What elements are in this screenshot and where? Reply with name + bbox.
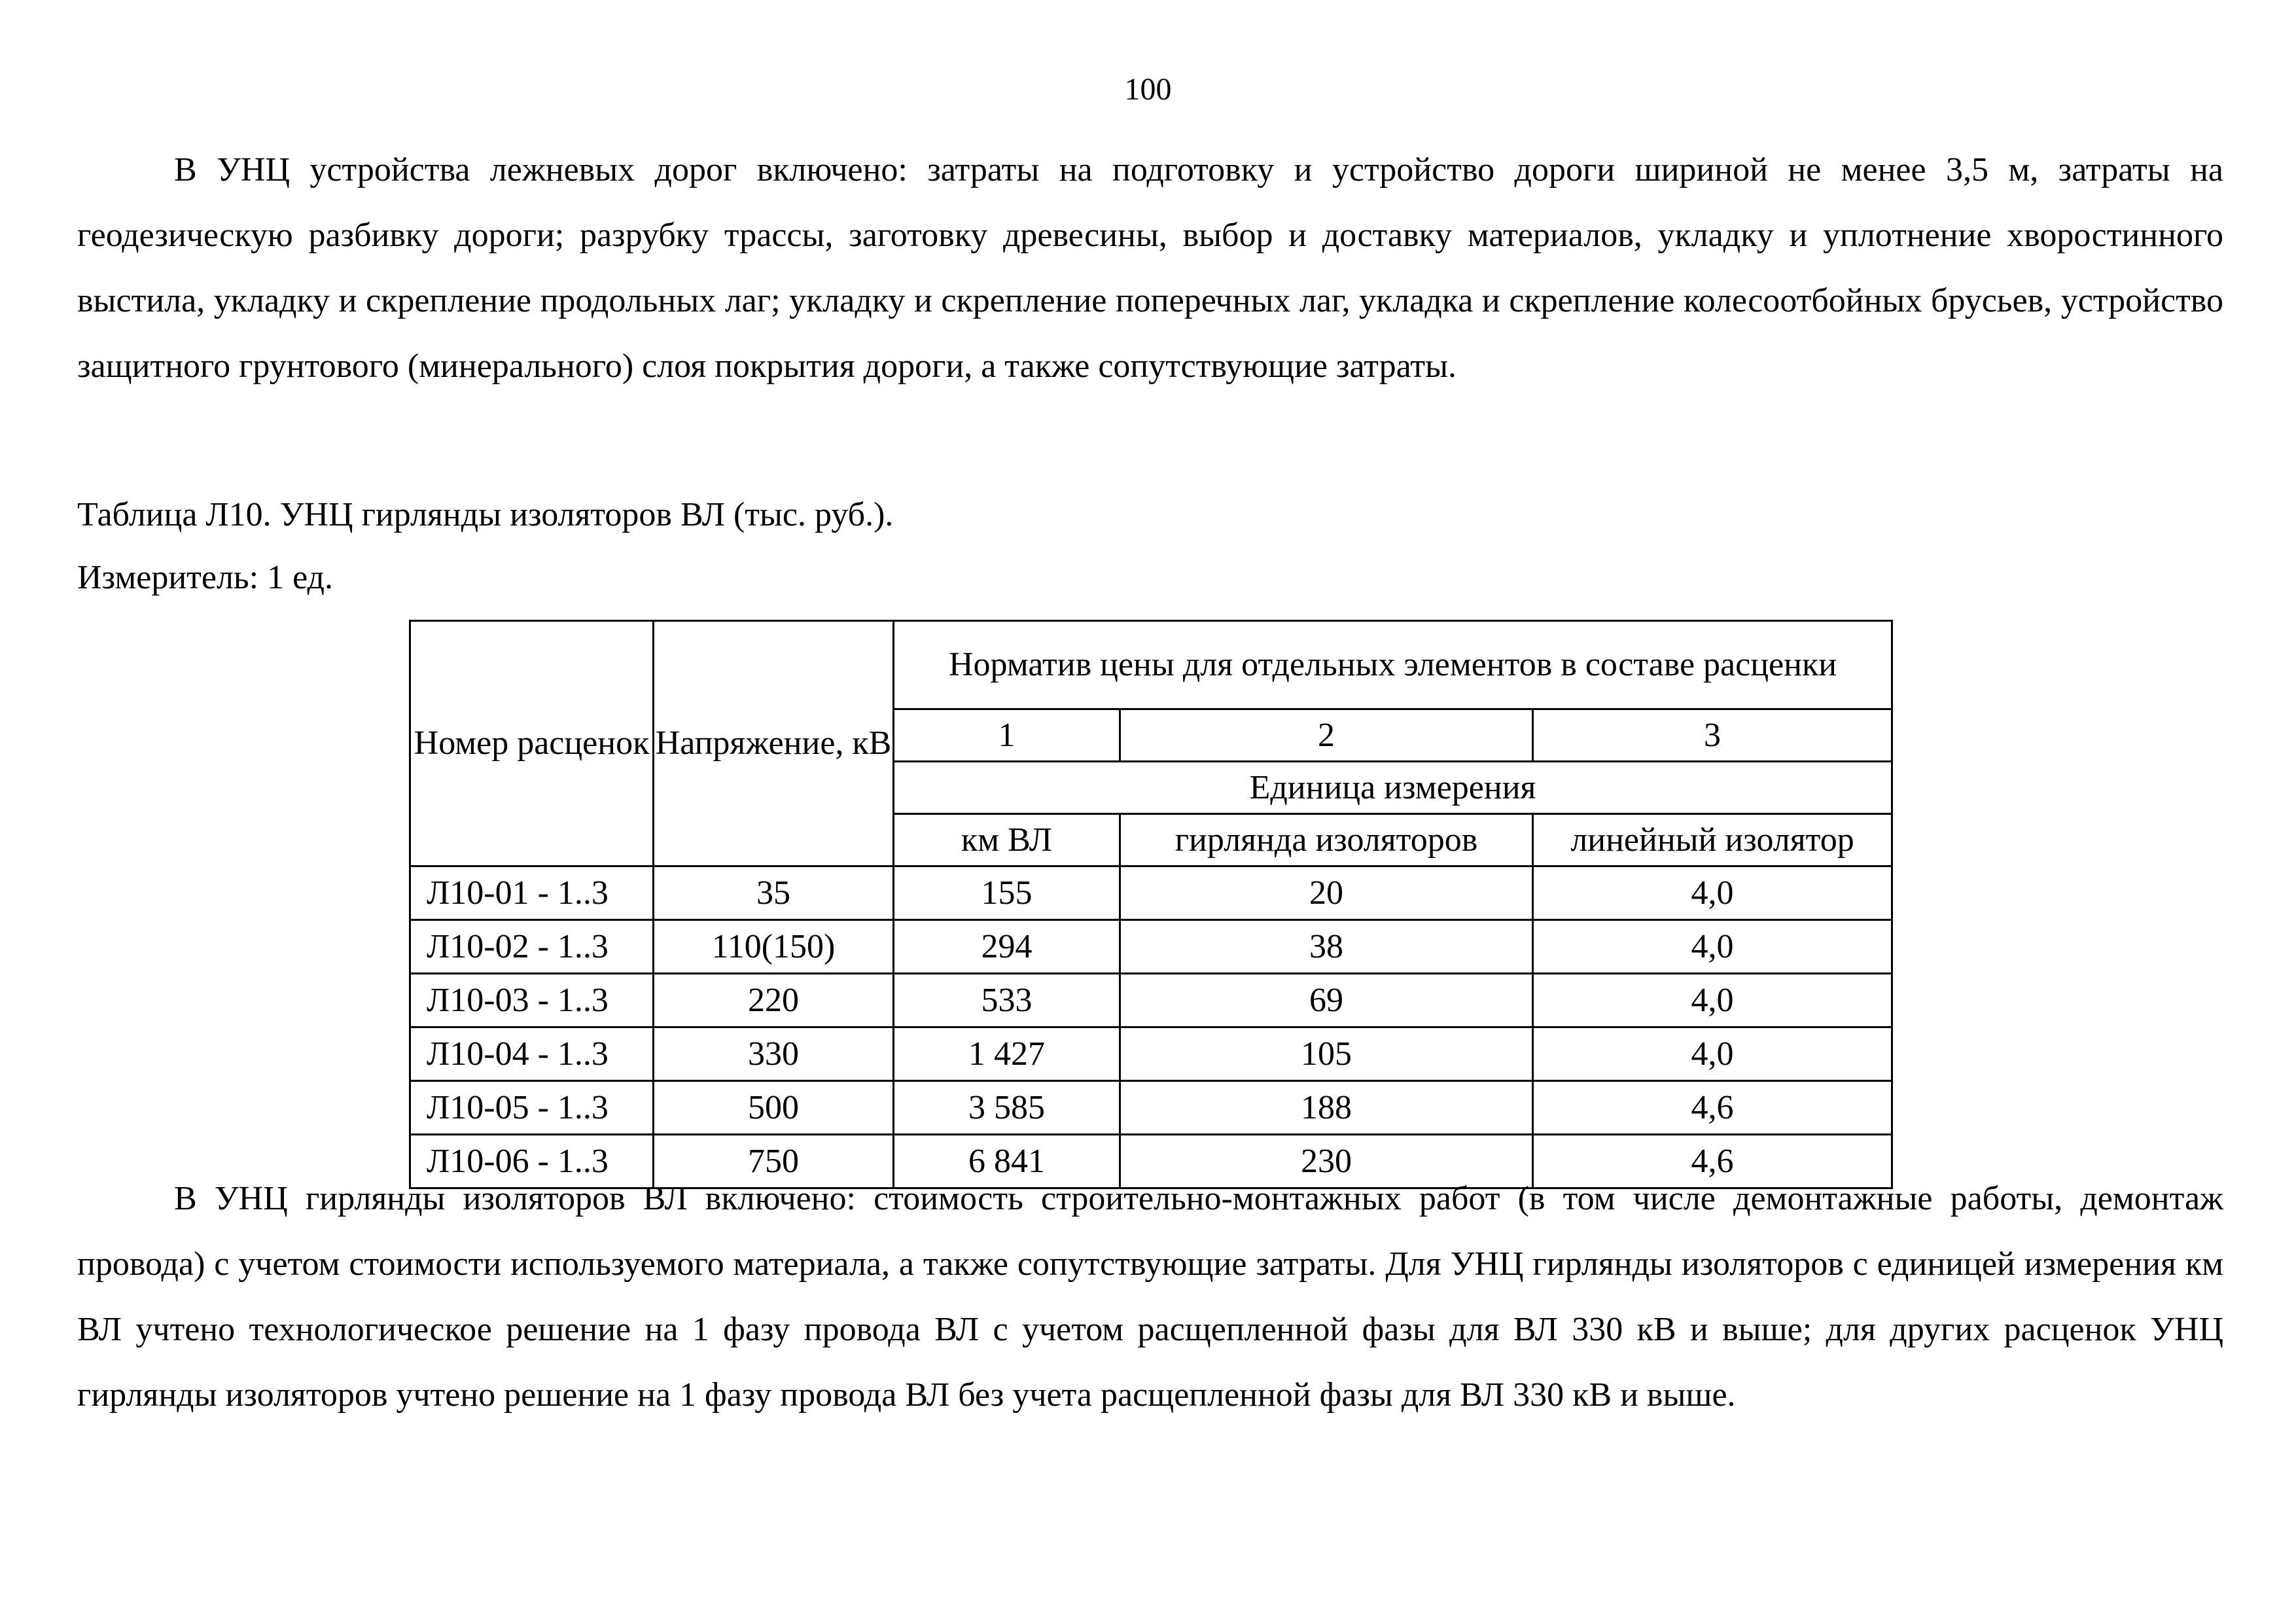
cell-code: Л10-05 - 1..3	[410, 1081, 654, 1135]
table-row	[410, 866, 1892, 920]
paragraph-2-text: В УНЦ гирлянды изоляторов ВЛ включено: стоимость строительно-монтажных работ (в том числе демонтажные работы, демонтаж провода) с учетом стоимости используемого материала, а также сопутствующие затраты. Для УНЦ гирлянды изоляторов с единицей измерения км ВЛ учтено технологическое решение на 1 фазу провода ВЛ с учетом расщепленной фазы для ВЛ 330 кВ и выше; для других расценок УНЦ гирлянды изоляторов учтено решение на 1 фазу провода ВЛ без учета расщепленной фазы для ВЛ 330 кВ и выше.	[77, 1180, 2223, 1414]
table-row	[410, 920, 1892, 974]
paragraph-road-costs	[77, 137, 2223, 399]
cell-voltage: 330	[654, 1027, 894, 1081]
header-code: Номер расценок	[410, 621, 654, 866]
cell-value-2: 20	[1120, 866, 1533, 920]
cell-code: Л10-03 - 1..3	[410, 974, 654, 1027]
cell-value-2: 188	[1120, 1081, 1533, 1135]
paragraph-insulator-costs	[77, 1166, 2223, 1428]
cell-value-1: 155	[894, 866, 1120, 920]
cell-value-3: 4,0	[1533, 866, 1892, 920]
cell-code: Л10-04 - 1..3	[410, 1027, 654, 1081]
header-voltage: Напряжение, кВ	[654, 621, 894, 866]
header-unit-1: км ВЛ	[894, 814, 1120, 866]
cell-value-3: 4,0	[1533, 1027, 1892, 1081]
cell-voltage: 110(150)	[654, 920, 894, 974]
cell-voltage: 220	[654, 974, 894, 1027]
cell-value-1: 3 585	[894, 1081, 1120, 1135]
cell-value-1: 6 841	[894, 1135, 1120, 1188]
header-element-2: 2	[1120, 709, 1533, 762]
cell-value-1: 533	[894, 974, 1120, 1027]
cell-value-2: 230	[1120, 1135, 1533, 1188]
cell-value-1: 1 427	[894, 1027, 1120, 1081]
cell-value-3: 4,6	[1533, 1135, 1892, 1188]
header-element-1: 1	[894, 709, 1120, 762]
price-table	[409, 620, 1893, 1189]
table-row	[410, 1081, 1892, 1135]
header-unit: Единица измерения	[894, 762, 1892, 814]
cell-value-3: 4,0	[1533, 974, 1892, 1027]
cell-code: Л10-01 - 1..3	[410, 866, 654, 920]
cell-value-3: 4,0	[1533, 920, 1892, 974]
header-unit-2: гирлянда изоляторов	[1120, 814, 1533, 866]
header-unit-3: линейный изолятор	[1533, 814, 1892, 866]
cell-voltage: 500	[654, 1081, 894, 1135]
cell-value-3: 4,6	[1533, 1081, 1892, 1135]
cell-code: Л10-02 - 1..3	[410, 920, 654, 974]
measure-unit: Измеритель: 1 ед.	[77, 559, 333, 596]
cell-code: Л10-06 - 1..3	[410, 1135, 654, 1188]
table-row	[410, 1027, 1892, 1081]
cell-value-2: 69	[1120, 974, 1533, 1027]
cell-voltage: 35	[654, 866, 894, 920]
cell-value-1: 294	[894, 920, 1120, 974]
cell-value-2: 105	[1120, 1027, 1533, 1081]
table-row	[410, 974, 1892, 1027]
page-number: 100	[1124, 72, 1172, 107]
paragraph-1-text: В УНЦ устройства лежневых дорог включено: затраты на подготовку и устройство дороги шириной не менее 3,5 м, затраты на геодезическую разбивку дороги; разрубку трассы, заготовку древесины, выбор и доставку материалов, укладку и уплотнение хворостинного выстила, укладку и скрепление продольных лаг; укладку и скрепление поперечных лаг, укладка и скрепление колесоотбойных брусьев, устройство защитного грунтового (минерального) слоя покрытия дороги, а также сопутствующие затраты.	[77, 151, 2223, 385]
cell-value-2: 38	[1120, 920, 1533, 974]
table-caption: Таблица Л10. УНЦ гирлянды изоляторов ВЛ (тыс. руб.).	[77, 496, 894, 533]
header-element-3: 3	[1533, 709, 1892, 762]
header-group: Норматив цены для отдельных элементов в составе расценки	[894, 621, 1892, 709]
cell-voltage: 750	[654, 1135, 894, 1188]
